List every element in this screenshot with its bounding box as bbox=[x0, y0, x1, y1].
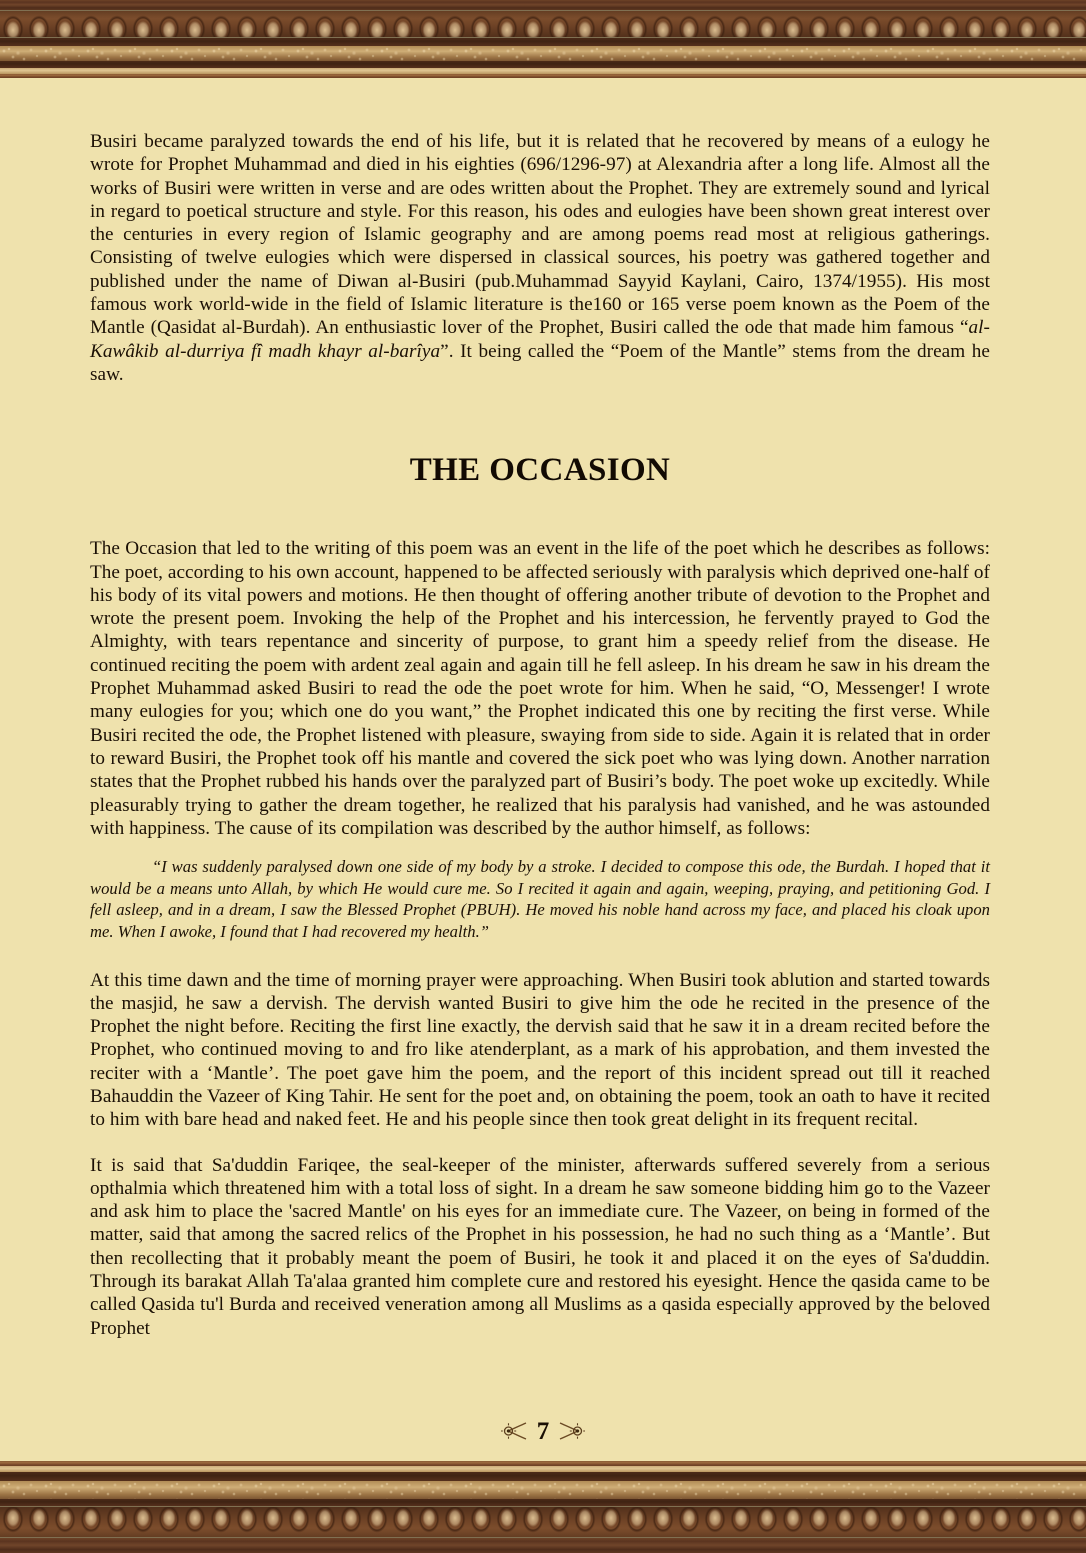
spacer bbox=[90, 943, 990, 969]
border-filigree-strip bbox=[0, 1481, 1086, 1499]
open-quote: “ bbox=[959, 317, 969, 339]
paragraph-text: Busiri became paralyzed towards the end of his life, but it is related that he recovered by means of a eulogy he wrote for Prophet Muhammad and died in his eighties (696/1296-97) at Alexandria after a long life. Almost all the works of Busiri were written in verse and are odes written about the Prophet. They are extremely sound and lyrical in regard to poetical structure and style. For this reason, his odes and eulogies have been shown great interest over the centuries in every region of Islamic geography and are among poems read most at religious gatherings. Consisting of twelve eulogies which were dispersed in classical sources, his poetry was gathered together and published under the name of Diwan al-Busiri (pub.Muhammad Sayyid Kaylani, Cairo, 1374/1955). His most famous work world-wide in the field of Islamic literature is the160 or 165 verse poem known as the Poem of the Mantle (Qasidat al-Burdah). An enthusiastic lover of the Prophet, Busiri called the ode that made him famous bbox=[90, 131, 990, 339]
spacer bbox=[90, 840, 990, 856]
spacer bbox=[90, 489, 990, 537]
border-wood-strip-outer bbox=[0, 1538, 1086, 1553]
paragraph-the-occasion: The Occasion that led to the writing of this poem was an event in the life of the poet which he describes as follows: The poet, according to his own account, happened to be affected seriously with paralysis which deprived one-half of his body of its vital powers and motions. He then thought of offering another tribute of devotion to the Prophet and wrote the present poem. Invoking the help of the Prophet and his intercession, he fervently prayed to God the Almighty, with tears repentance and sincerity of purpose, to grant him a speedy relief from the disease. He continued reciting the poem with ardent zeal again and again till he fell asleep. In his dream he saw in his dream the Prophet Muhammad asked Busiri to read the ode the poet wrote for him. When he said, “O, Messenger! I wrote many eulogies for you; which one do you want,” the Prophet indicated this one by reciting the first verse. While Busiri recited the ode, the Prophet listened with pleasure, swaying from side to side. Again it is related that in order to reward Busiri, the Prophet took off his mantle and covered the sick poet who was lying down. Another narration states that the Prophet rubbed his hands over the paralyzed part of Busiri’s body. The poet woke up excitedly. While pleasurably trying to gather the dream together, he realized that his paralysis had vanished, and he was astounded with happiness. The cause of its compilation was described by the author himself, as follows: bbox=[90, 538, 990, 839]
border-filigree-strip bbox=[0, 46, 1086, 61]
blockquote-author-account: “I was suddenly paralysed down one side of my body by a stroke. I decided to compose this ode, the Burdah. I hoped that it would be a means unto Allah, by which He would cure me. So I recited it again and again, weeping, praying, and petitioning God. I fell asleep, and in a dream, I saw the Blessed Prophet (PBUH). He moved his noble hand across my face, and placed his cloak upon me. When I awoke, I found that I had recovered my health.” bbox=[90, 857, 990, 941]
top-decorative-border bbox=[0, 0, 1086, 78]
paragraph-busiri-biography bbox=[90, 130, 990, 386]
border-wood-strip-outer bbox=[0, 0, 1086, 10]
paragraph-saduddin-account: It is said that Sa'duddin Fariqee, the seal-keeper of the minister, afterwards suffered severely from a serious opthalmia which threatened him with a total loss of sight. In a dream he saw someone bidding him go to the Vazeer and ask him to place the 'sacred Mantle' on his eyes for an immediate cure. The Vazeer, on being in formed of the matter, said that among the sacred relics of the Prophet in his possession, he had no such thing as a ‘Mantle’. But then recollecting that it probably meant the poem of Busiri, he took it and placed it on the eyes of Sa'duddin. Through its barakat Allah Ta'alaa granted him complete cure and restored his eyesight. Hence the qasida came to be called Qasida tu'l Burda and received veneration among all Muslims as a qasida especially approved by the beloved Prophet bbox=[90, 1154, 990, 1339]
section-heading: THE OCCASION bbox=[409, 452, 671, 489]
border-arch-motif bbox=[0, 1507, 1086, 1537]
paragraph-dervish-account: At this time dawn and the time of morning prayer were approaching. When Busiri took ablution and started towards the masjid, he saw a dervish. The dervish wanted Busiri to give him the ode he recited in the presence of the Prophet the night before. Reciting the first line exactly, the dervish said that he saw it in a dream recited before the Prophet, who continued moving to and fro like atenderplant, as a mark of his approbation, and them invested the reciter with a ‘Mantle’. The poet gave him the poem, and the report of this incident spread out till it reached Bahauddin the Vazeer of King Tahir. He sent for the poet and, on obtaining the poem, took an oath to have it recited to him with bare head and naked feet. He and his people since then took great delight in its frequent recital. bbox=[90, 969, 990, 1131]
page-footer bbox=[0, 1414, 1086, 1448]
paragraph-tail: ”. It being called the “Poem of the Mantle” stems from the dream he saw. bbox=[90, 340, 990, 385]
border-wood-rail bbox=[0, 1499, 1086, 1506]
right-ornament-icon bbox=[559, 1421, 585, 1441]
border-wood-rail bbox=[0, 38, 1086, 46]
border-wood-strip-inner bbox=[0, 74, 1086, 78]
paragraph-italic-title: al-Kawâkib al-durriya fî madh khayr al-barîya bbox=[90, 317, 990, 362]
border-wood-rail bbox=[0, 1472, 1086, 1481]
page-number: 7 bbox=[536, 1417, 550, 1445]
bottom-decorative-border bbox=[0, 1461, 1086, 1553]
left-ornament-icon bbox=[501, 1421, 527, 1441]
spacer bbox=[90, 386, 990, 452]
border-arch-motif bbox=[0, 11, 1086, 37]
page-content bbox=[90, 130, 990, 1340]
spacer bbox=[90, 1132, 990, 1154]
border-wood-rail bbox=[0, 61, 1086, 68]
